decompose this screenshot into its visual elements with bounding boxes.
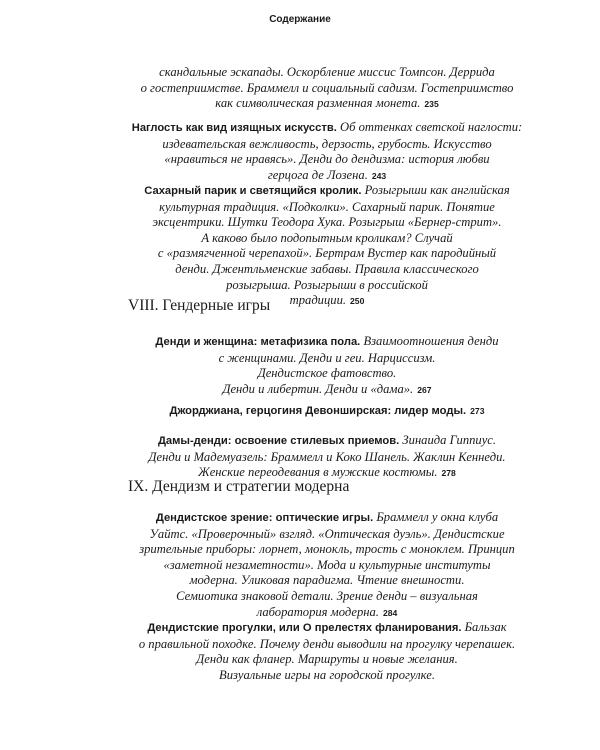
entry-line: Браммелл у окна клуба [376,510,499,524]
entry-line: Взаимоотношения денди [363,334,499,348]
toc-entry [128,334,526,398]
entry-line: Розыгрыши как английская [364,183,510,197]
entry-line: А каково было подопытным кроликам? Случай [201,230,453,245]
entry-line: Об оттенках светской наглости: [340,120,523,134]
entry-line: Зинаида Гиппиус. [402,433,497,447]
toc-entry [128,403,526,420]
entry-line: о гостеприимстве. Браммелл и социальный садизм. Гостеприимство [140,80,514,95]
entry-line: эксцентрики. Шутки Теодора Хука. Розыгрыш «Бернер-стрит». [152,215,502,230]
toc-entry [128,65,526,113]
entry-line: герцога де Лозена. [267,167,368,182]
entry-line: скандальные эскапады. Оскорбление миссис Томпсон. Деррида [159,65,495,79]
running-head: Содержание [269,14,331,25]
entry-line: Женские переодевания в мужские костюмы. [198,465,438,480]
page-number: 284 [382,607,398,618]
entry-line: Визуальные игры на городской прогулке. [219,667,435,682]
entry-line: лаборатория модерна. [256,604,379,619]
entry-line: Денди и либертин. Денди и «дама». [222,381,414,396]
page-number: 235 [424,99,439,110]
toc-entry [128,120,526,184]
entry-line: издевательская вежливость, дерзость, грубость. Искусство [162,136,492,151]
toc-entry [128,433,526,482]
entry-line: традиции. [289,293,347,308]
entry-line: о правильной походке. Почему денди выводили на прогулку черепашек. [138,636,516,651]
chapter-heading: VIII. Гендерные игры [128,297,271,314]
toc-entry [128,510,526,621]
entry-line: с женщинами. Денди и геи. Нарциссизм. [218,350,436,365]
entry-heading: Денди и женщина: метафизика пола. [155,336,361,348]
entry-heading: Дендистские прогулки, или О прелестях фланирования. [147,622,462,634]
entry-line: как символическая разменная монета. [215,96,421,111]
page-number: 278 [441,468,456,479]
entry-line: «заметной незаметности». Мода и культурные институты [163,557,491,572]
page-number: 243 [371,170,387,181]
entry-heading: Дендистское зрение: оптические игры. [155,512,374,524]
toc-entry [128,620,526,683]
entry-line: Денди и Мадемуазель: Браммелл и Коко Шанель. Жаклин Кеннеди. [148,449,506,464]
page-number: 273 [470,406,485,416]
entry-heading: Дамы-денди: освоение стилевых приемов. [157,435,400,447]
entry-line: Семиотика знаковой детали. Зрение денди – визуальная [176,588,478,603]
page-number: 267 [417,384,432,395]
entry-line: с «размягченной черепахой». Бертрам Вустер как пародийный [157,246,497,261]
entry-line: «нравиться не нравясь». Денди до дендизма: история любви [164,152,490,167]
entry-line: культурная традиция. «Подколки». Сахарный парик. Понятие [159,199,495,214]
entry-line: Уайтс. «Проверочный» взгляд. «Оптическая дуэль». Дендистские [149,526,505,541]
entry-line: Денди как фланер. Маршруты и новые желания. [196,652,458,667]
toc-entry [128,183,526,310]
page-number: 250 [350,296,365,307]
entry-line: зрительные приборы: лорнет, монокль, трость с моноклем. Принцип [139,542,515,557]
entry-line: Бальзак [464,620,507,634]
entry-line: денди. Джентльменские забавы. Правила классического [175,261,479,276]
entry-line: розыгрыша. Розыгрыши в российской [226,277,428,292]
entry-heading: Наглость как вид изящных искусств. [131,122,337,134]
chapter-heading: IX. Дендизм и стратегии модерна [128,478,350,495]
entry-heading: Сахарный парик и светящийся кролик. [144,185,362,197]
entry-line: модерна. Уликовая парадигма. Чтение внешности. [189,573,465,588]
entry-heading: Джорджиана, герцогиня Девонширская: лидер моды. [169,405,467,417]
entry-line: Дендистское фатовство. [257,366,397,381]
